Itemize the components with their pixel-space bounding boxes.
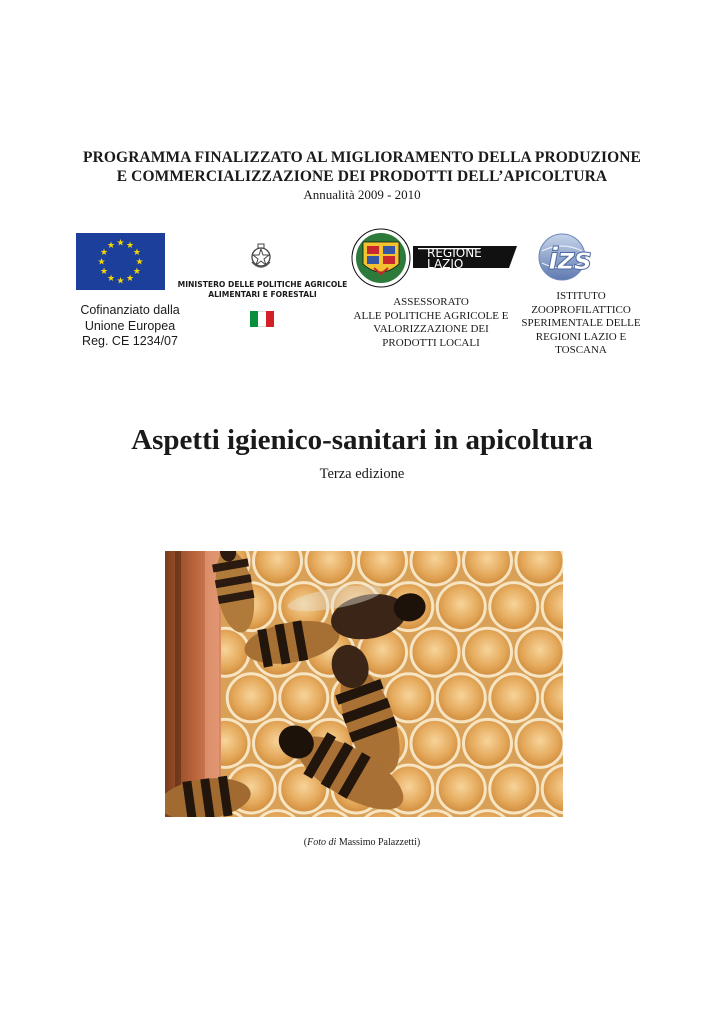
honeycomb-cell: [359, 551, 407, 585]
honeycomb-cell: [227, 674, 275, 722]
honeycomb-cell: [411, 551, 459, 585]
edition-subtitle: Terza edizione: [319, 466, 405, 482]
izs-caption-line-2: ZOOPROFILATTICO: [531, 303, 631, 316]
eu-caption-line-3: Reg. CE 1234/07: [82, 334, 178, 348]
lazio-logo-line-1: REGIONE: [427, 246, 482, 260]
eu-star-icon: ★: [135, 256, 144, 267]
photo-credit-italic: Foto di: [307, 837, 337, 848]
eu-star-icon: ★: [100, 266, 109, 276]
honeycomb-cell: [516, 551, 563, 585]
regione-lazio-logo: [349, 228, 517, 288]
honeycomb-cell: [437, 765, 485, 813]
lazio-caption-line-1: ASSESSORATO: [393, 296, 469, 308]
honeycomb-cell: [437, 583, 485, 631]
honeycomb-cell: [516, 628, 563, 676]
honeycomb-cell: [464, 551, 512, 585]
eu-star-icon: ★: [116, 237, 125, 248]
honeycomb-cell: [516, 719, 563, 767]
italian-flag-icon: [250, 311, 274, 327]
lazio-caption-line-2: ALLE POLITICHE AGRICOLE E: [353, 309, 509, 322]
eu-caption-line-1: Cofinanziato dalla: [80, 303, 180, 317]
honeycomb-cell: [254, 551, 302, 585]
lazio-caption-line-3: VALORIZZAZIONE DEI: [373, 323, 489, 335]
ministry-name-line-2: ALIMENTARI E FORESTALI: [208, 290, 317, 299]
eu-star-icon: ★: [132, 247, 141, 257]
honeycomb-cell: [411, 719, 459, 767]
programme-title-line-2: E COMMERCIALIZZAZIONE DEI PRODOTTI DELL’APICOLTURA: [116, 168, 608, 185]
eu-star-icon: ★: [125, 240, 135, 251]
honeycomb-cell: [411, 628, 459, 676]
izs-caption-line-5: TOSCANA: [555, 344, 607, 356]
honeycomb-cell: [490, 674, 538, 722]
programme-title: [40, 148, 684, 186]
honeycomb-cell: [464, 719, 512, 767]
honeycomb-cell: [490, 765, 538, 813]
ministry-name: [170, 280, 355, 300]
izs-logo: [538, 231, 638, 283]
photo-credit: (Foto di Massimo Palazzetti): [303, 837, 421, 848]
izs-caption-line-1: ISTITUTO: [556, 290, 606, 302]
honeycomb-cell: [280, 674, 328, 722]
eu-star-icon: ★: [125, 272, 135, 283]
italian-emblem-icon: [249, 242, 273, 272]
honeycomb-cell: [464, 628, 512, 676]
eu-star-icon: ★: [116, 275, 125, 286]
honeycomb-cell: [490, 583, 538, 631]
izs-logo-text: izs: [548, 242, 591, 277]
bees-honeycomb-photo: [165, 551, 563, 817]
annuality-text: Annualità 2009 - 2010: [303, 187, 421, 202]
document-title: Aspetti igienico-sanitari in apicoltura: [131, 424, 593, 456]
programme-title-line-1: PROGRAMMA FINALIZZATO AL MIGLIORAMENTO DELLA PRODUZIONE: [83, 149, 641, 166]
eu-star-icon: ★: [106, 240, 116, 251]
eu-star-icon: ★: [106, 272, 116, 283]
izs-caption: [511, 290, 651, 358]
lazio-logo-line-2: LAZIO: [427, 257, 464, 271]
lazio-caption: [346, 296, 516, 350]
eu-caption: [70, 303, 190, 350]
honeycomb-cell: [306, 551, 354, 585]
eu-star-icon: ★: [97, 256, 106, 267]
photo-credit-name: Massimo Palazzetti: [336, 837, 417, 848]
eu-flag-logo: [76, 233, 165, 290]
honeycomb-cell: [437, 674, 485, 722]
eu-star-icon: ★: [100, 247, 109, 257]
izs-caption-line-3: SPERIMENTALE DELLE: [521, 317, 641, 329]
izs-caption-line-4: REGIONI LAZIO E: [535, 330, 627, 343]
eu-caption-line-2: Unione Europea: [84, 318, 176, 333]
ministry-name-line-1: MINISTERO DELLE POLITICHE AGRICOLE: [177, 280, 348, 289]
lazio-caption-line-4: PRODOTTI LOCALI: [382, 336, 480, 349]
eu-star-icon: ★: [132, 266, 141, 276]
